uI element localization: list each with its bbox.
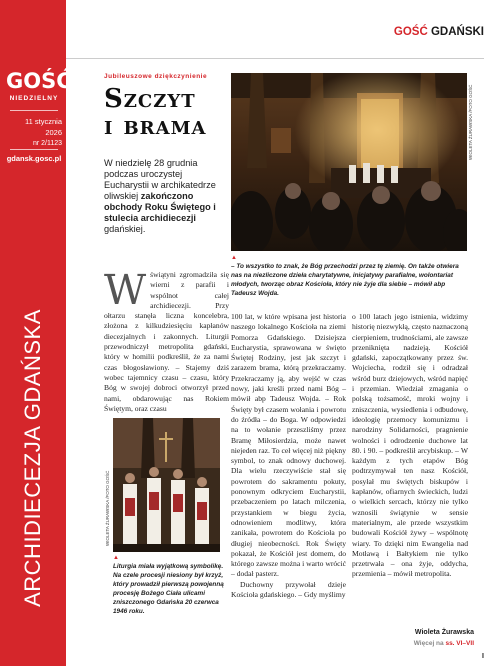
- photo-credit: WIOLETA ŻURAWSKA /FOTO GOŚĆ: [468, 84, 473, 160]
- title-line-1: Szczyt: [104, 84, 196, 114]
- body-column-3: [352, 312, 468, 580]
- title-line-2: i brama: [104, 111, 207, 141]
- logo-subtitle: NIEDZIELNY: [9, 95, 59, 102]
- body-column-2-tail: Duchowny przywołał dzieje Kościoła gdańskiego. – Gdy myślimy: [231, 579, 346, 600]
- sidebar: [0, 0, 72, 666]
- issue-info: [4, 116, 62, 149]
- header-brand: [394, 26, 484, 38]
- article-title: [104, 86, 207, 140]
- cathedral-photo: [231, 73, 467, 251]
- body-column-2: [231, 312, 346, 600]
- procession-photo-image: [113, 418, 220, 552]
- issue-year: 2026: [45, 128, 62, 137]
- body-column-1: [104, 266, 229, 413]
- sidebar-divider: [10, 149, 58, 150]
- article-kicker: Jubileuszowe dziękczynienie: [104, 73, 208, 80]
- procession-caption-text: Liturgia miała wyjątkową symbolikę. Na czele procesji niesiony był krzyż, który prowadził pierwszą powojenną procesję Bożego Ciała ulicami zniszczonego Gdańska 20 czerwca 1946 roku.: [113, 563, 224, 615]
- logo-title: GOŚĆ: [6, 69, 72, 93]
- article-lead: [104, 158, 229, 235]
- page-number: I: [482, 653, 484, 660]
- more-label: Więcej na: [413, 640, 446, 647]
- body-column-2-text: 100 lat, w które wpisana jest historia naszego lokalnego Kościoła na ziemi Pomorza Gdańskiego. Dzisiejsza Eucharystia, sprawowana w święto Świętej Rodziny, jest jak szczyt i zarazem brama, którą przekraczamy. Przekraczamy ją, aby wejść w czas nowy, jaki kreśli przed nami Bóg – mówił abp Tadeusz Wojda. – Rok Święty był czasem wołania i powrotu do źródła – do Boga. W odpowiedzi na to wołanie przeszliśmy przez Bramę Miłosierdzia, może nawet niejeden raz. To ceł więcej niż piękny symbol, to znak odnowy duchowej. Dla wielu rzeczywiście stał się powrotem do sakramentu pokuty, ponownym odkryciem Eucharystii, przebaczeniem po latach milczenia, przystankiem w biegu życia, odnowieniem modlitwy, która zanikała, powrotem do Kościoła po długiej nieobecności. Rok Święty pokazał, że Kościół jest domem, do którego zawsze można i warto wrócić – dodał pasterz.: [231, 312, 346, 579]
- header-brand-red: GOŚĆ: [393, 26, 428, 38]
- caption-marker-icon: ▲: [113, 555, 119, 561]
- photo-caption-procession: [113, 554, 225, 616]
- caption-marker-icon: ▲: [231, 255, 237, 261]
- photo-caption-text: – To wszystko to znak, że Bóg przechodzi przez tę ziemię. On także otwiera nas na niezliczone dzieła charytatywne, inicjatywy parafialne, wolontariat młodych, tworząc obraz Kościoła, który nie żyje dla siebie – mówił abp Tadeusz Wojda.: [231, 263, 459, 297]
- issue-date: 11 stycznia: [25, 117, 62, 126]
- dropcap: W: [104, 266, 147, 314]
- lead-text-bold: zakończono obchody Roku Świętego i stulecia archidiecezji: [104, 191, 216, 223]
- header-rule: [66, 58, 484, 59]
- site-url: gdansk.gosc.pl: [6, 154, 62, 163]
- lead-text-a: W niedzielę 28 grudnia podczas uroczystej Eucharystii w archikatedrze oliwskiej: [104, 158, 216, 201]
- sidebar-divider: [10, 110, 58, 111]
- more-pages: [414, 640, 474, 647]
- procession-photo: [113, 418, 220, 552]
- photo-caption-main: [231, 254, 467, 298]
- gosc-logo: [6, 69, 72, 102]
- more-pages-ref: ss. VI–VII: [445, 640, 474, 647]
- lead-text-c: gdańskiej.: [104, 224, 146, 234]
- author-name: Wioleta Żurawska: [414, 629, 474, 636]
- body-column-3-text: o 100 latach jego istnienia, widzimy historię niezwykłą, często naznaczoną cierpieniem, trudnościami, ale zawsze przeniknięta nadzieją. Kościół gdański, zapoczątkowany przez św. Wojciecha, rodził się i odradzał wśród burz dziejowych, wśród napięć i przemian. Wiedział zmagania o polską tożsamość, mroki wojny i zniszczenia, wysiedlenia i odbudowę, ideologię przemocy komunizmu i narodziny Solidarności, pragnienie wolności i odrodzenie duchowe lat 80. i 90. – podkreślił arcybiskup. – W każdym z tych etapów Bóg podtrzymywał ten nasz Kościół, posyłał mu świętych biskupów i kapłanów, ofiarnych świeckich, ludzi o wielkich sercach, którzy nie tylko wznosili świątynie w sensie materialnym, ale przede wszystkim budowali Kościół żywy – wspólnotę wiary. To dzięki nim Ewangelia nad Motławą i Bałtykiem nie tylko przetrwała – ona żyje, oddycha, przemienia – mówił metropolita.: [352, 312, 468, 579]
- body-column-1-text: świątyni zgromadziła się wierni z parafii i wspólnot całej archidiecezji. Przy ołtarzu stanęła liczna koncelebra, złożona z kilkudziesięciu kapłanów diecezjalnych i zakonnych. Liturgii przewodniczył metropolita gdański, który w homilii podkreślił, że za nami czas błogosławiony. – Stajemy dziś wobec tajemnicy czasu – czasu, który Bóg w swojej dobroci otworzył przed nami, obdarowując nas Rokiem Świętym, oraz czasu: [104, 270, 229, 413]
- cathedral-photo-image: [231, 73, 467, 251]
- section-vertical-title: ARCHIDIECEZJA GDAŃSKA: [20, 309, 45, 607]
- photo-credit: WIOLETA ŻURAWSKA /FOTO GOŚĆ: [105, 470, 110, 546]
- header-brand-dark: GDAŃSKI: [430, 26, 484, 38]
- issue-number: nr 2/1123: [32, 140, 62, 147]
